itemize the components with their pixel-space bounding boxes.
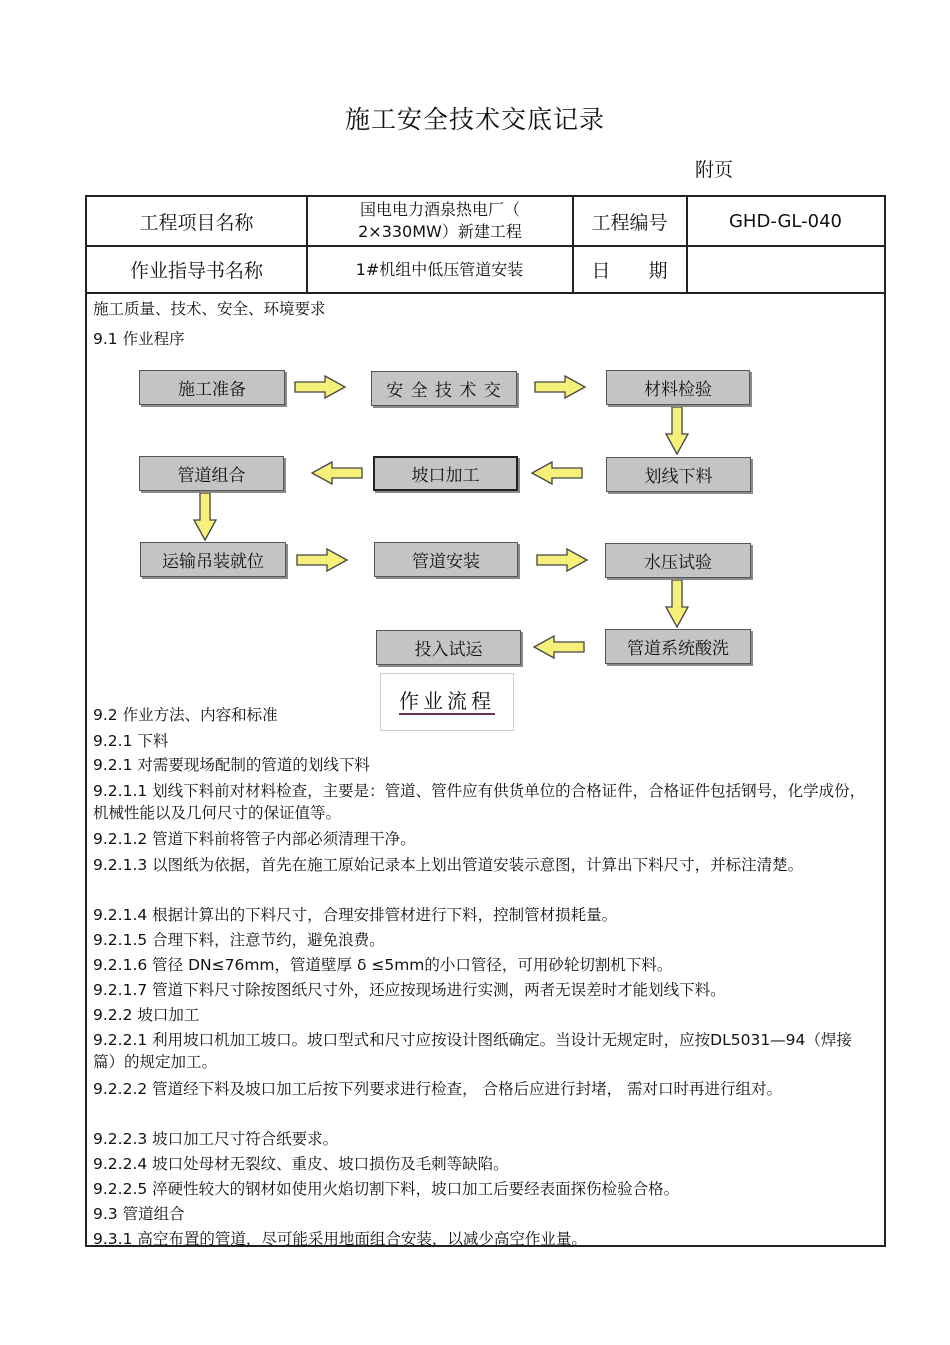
project-no-value: GHD-GL-040 bbox=[728, 210, 842, 232]
arrow-right-icon bbox=[537, 549, 587, 571]
text-line: 9.2.1 下料 bbox=[93, 732, 169, 750]
text-line: 9.2.1.1 划线下料前对材料检查，主要是：管道、管件应有供货单位的合格证件，合格证件包括钢号，化学成份，机械性能以及几何尺寸的保证值等。 bbox=[93, 782, 866, 822]
project-no-label: 工程编号 bbox=[591, 211, 668, 234]
text-line: 9.2.1.6 管径 DN≤76mm，管道壁厚 δ ≤5mm的小口管径，可用砂轮切割机下料。 bbox=[93, 956, 673, 974]
text-line: 9.2.1 对需要现场配制的管道的划线下料 bbox=[93, 756, 370, 774]
flow-caption bbox=[380, 673, 514, 731]
arrow-down-icon bbox=[666, 407, 688, 454]
text-line: 9.2.1.4 根据计算出的下料尺寸，合理安排管材进行下料，控制管材损耗量。 bbox=[93, 906, 618, 924]
arrow-left-icon bbox=[312, 462, 362, 484]
flow-step-acid-cleaning: 管道系统酸洗 bbox=[605, 629, 751, 664]
appendix-label: 附页 bbox=[695, 159, 734, 181]
document-title: 施工安全技术交底记录 bbox=[344, 105, 605, 134]
text-line: 9.2 作业方法、内容和标准 bbox=[93, 706, 278, 724]
text-line: 9.2.2.5 淬硬性较大的钢材如使用火焰切割下料，坡口加工后要经表面探伤检验合格。 bbox=[93, 1180, 680, 1198]
guide-name-label: 作业指导书名称 bbox=[129, 260, 263, 282]
arrow-right-icon bbox=[295, 376, 345, 398]
project-name-value: 国电电力酒泉热电厂（ 2×330MW）新建工程 bbox=[358, 200, 522, 241]
arrow-down-icon bbox=[666, 580, 688, 627]
flow-step-preparation: 施工准备 bbox=[139, 370, 285, 405]
flow-step-trial-operation: 投入试运 bbox=[376, 630, 521, 665]
project-name-label: 工程项目名称 bbox=[139, 211, 254, 234]
arrow-right-icon bbox=[297, 549, 347, 571]
text-line: 9.2.2.4 坡口处母材无裂纹、重皮、坡口损伤及毛刺等缺陷。 bbox=[93, 1155, 509, 1173]
arrow-left-icon bbox=[532, 462, 582, 484]
arrow-left-icon bbox=[534, 636, 584, 658]
text-line: 9.3.1 高空布置的管道，尽可能采用地面组合安装，以减少高空作业量。 bbox=[93, 1230, 587, 1248]
flow-step-safety-briefing: 安 全 技 术 交 bbox=[371, 371, 517, 406]
subsection-9-1: 9.1 作业程序 bbox=[93, 330, 185, 348]
text-line: 9.2.2 坡口加工 bbox=[93, 1006, 200, 1024]
flow-caption-text: 作业流程 bbox=[399, 689, 495, 713]
text-line: 9.3 管道组合 bbox=[93, 1205, 185, 1223]
flow-step-pipe-installation: 管道安装 bbox=[374, 542, 518, 577]
flow-step-marking-cutting: 划线下料 bbox=[606, 457, 751, 492]
flow-step-transport-hoisting: 运输吊装就位 bbox=[140, 542, 286, 577]
text-line: 9.2.1.3 以图纸为依据，首先在施工原始记录本上划出管道安装示意图，计算出下料尺寸，并标注清楚。 bbox=[93, 856, 804, 874]
flow-step-bevel-machining: 坡口加工 bbox=[373, 456, 518, 491]
text-line: 9.2.2.2 管道经下料及坡口加工后按下列要求进行检查， 合格后应进行封堵， 需对口时再进行组对。 bbox=[93, 1080, 783, 1098]
text-line: 9.2.2.1 利用坡口机加工坡口。坡口型式和尺寸应按设计图纸确定。当设计无规定时，应按DL5031—94（焊接篇）的规定加工。 bbox=[93, 1031, 852, 1071]
guide-name-value: 1#机组中低压管道安装 bbox=[355, 259, 524, 279]
text-line: 9.2.1.7 管道下料尺寸除按图纸尺寸外，还应按现场进行实测，两者无误差时才能划线下料。 bbox=[93, 981, 726, 999]
flow-step-pipe-assembly: 管道组合 bbox=[139, 456, 284, 491]
flow-step-material-inspection: 材料检验 bbox=[606, 370, 750, 405]
text-line: 9.2.1.5 合理下料，注意节约，避免浪费。 bbox=[93, 931, 385, 949]
text-line: 9.2.1.2 管道下料前将管子内部必须清理干净。 bbox=[93, 830, 416, 848]
date-label: 日 期 bbox=[591, 260, 668, 282]
text-line: 9.2.2.3 坡口加工尺寸符合纸要求。 bbox=[93, 1130, 339, 1148]
arrow-right-icon bbox=[535, 376, 585, 398]
section-title: 施工质量、技术、安全、环境要求 bbox=[93, 300, 326, 318]
arrow-down-icon bbox=[194, 493, 216, 540]
flow-step-hydrostatic-test: 水压试验 bbox=[605, 543, 751, 578]
